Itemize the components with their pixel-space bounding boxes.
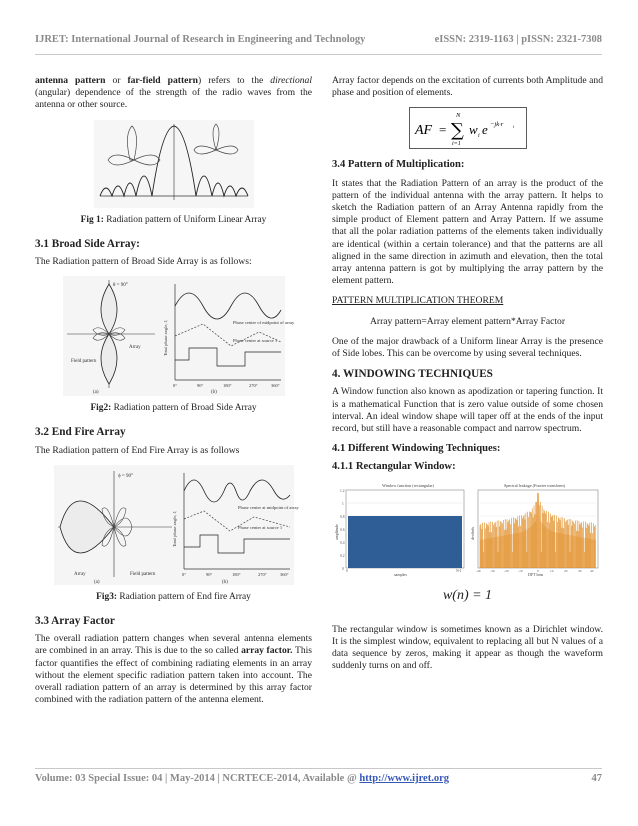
spec-xtick: -30	[490, 568, 495, 573]
array-factor-text: Array factor depends on the excitation of currents both Amplitude and phase and position of elements.	[332, 75, 603, 99]
figure-1-uniform-linear-array	[94, 120, 254, 208]
fig3-field-label: Field pattern	[129, 571, 155, 577]
rectangular-window-plots	[332, 480, 603, 580]
fig2-xtick-180: 180°	[222, 383, 232, 389]
rect-xtick: 0	[346, 568, 348, 573]
rect-plot-title: Window function (rectangular)	[382, 482, 434, 488]
section-3-3-text	[35, 633, 312, 706]
fig3-phase-center-1: Phase center at midpoint of array	[237, 504, 299, 510]
theorem-title: PATTERN MULTIPLICATION THEOREM	[332, 295, 504, 307]
fig2-array-label: Array	[128, 345, 141, 351]
spec-plot-title: Spectral leakage (Fourier transform)	[504, 482, 566, 488]
left-column	[35, 75, 312, 714]
rect-ytick: 0.6	[340, 527, 345, 532]
spec-xtick: -40	[476, 568, 481, 573]
array-factor-formula	[409, 107, 527, 149]
section-4-1-1-title: 4.1.1 Rectangular Window:	[332, 461, 456, 473]
figure-2-caption	[35, 402, 312, 414]
section-4-text: A Window function also known as apodization or tapering function. It is a mathematical Function that is zero value outside of some chosen interval. An ideal window shape will taper off at the ends of the input record, but still have a reasonable compact and narrow spectrum.	[332, 386, 603, 435]
formula-lhs: AF	[414, 123, 432, 139]
drawback-text: One of the major drawback of a Uniform linear Array is the presence of Side lobes. This can be overcome by using several techniques.	[332, 335, 603, 360]
fig2-field-label: Field pattern	[70, 359, 96, 365]
running-footer	[35, 773, 602, 789]
rectangular-window-text: The rectangular window is sometimes known as a Dirichlet window. It is the simplest window, equivalent to replacing all but N values of a data sequence by zeros, making it appear as though the waveform suddenly turns on and off.	[332, 623, 603, 672]
spec-xtick: -10	[518, 568, 523, 573]
footer-rule	[35, 768, 602, 769]
header-rule	[35, 54, 602, 55]
section-3-2-title: 3.2 End Fire Array	[35, 426, 126, 439]
section-3-1-title: 3.1 Broad Side Array:	[35, 237, 140, 250]
footer-volume: Volume: 03 Special Issue: 04 | May-2014 | NCRTECE-2014, Available @	[35, 773, 360, 784]
fig2-xtick-0: 0°	[172, 383, 177, 389]
figure-1-caption	[35, 214, 312, 226]
rect-plot-ylabel: amplitude	[334, 523, 339, 540]
fig3-array-label: Array	[73, 571, 86, 577]
formula-upper: N	[455, 112, 460, 120]
spec-xtick: 0	[537, 568, 539, 573]
formula-w: w	[468, 122, 478, 138]
fig3-xtick-180: 180°	[231, 571, 241, 577]
rect-xtick: N-1	[456, 568, 462, 573]
section-3-1-text: The Radiation pattern of Broad Side Array is as follows:	[35, 256, 252, 268]
rect-ytick: 0.8	[340, 514, 345, 519]
section-3-3-title: 3.3 Array Factor	[35, 615, 115, 628]
text-run: This factor quantifies the effect of combining radiating elements in an array without the element specific radiation pattern taken into account. The overall radiation pattern of an array is determined by this array factor combined with the radiation pattern of the antenna element.	[35, 645, 313, 706]
fig2-b-label: (b)	[210, 390, 217, 396]
fig3-xtick-270: 270°	[257, 571, 267, 577]
theorem-equation: Array pattern=Array element pattern*Array Factor	[369, 315, 566, 327]
term-far-field: far-field pattern	[127, 75, 199, 86]
fig2-ylabel: Total phase angle, ξ	[162, 320, 168, 357]
fig2-a-label: (a)	[92, 390, 99, 396]
window-equation: w(n) = 1	[442, 587, 493, 603]
caption-label: Fig3:	[96, 591, 118, 602]
section-3-2-text: The Radiation pattern of End Fire Array is as follows	[35, 444, 240, 456]
fig2-xtick-270: 270°	[248, 383, 258, 389]
formula-e: e	[481, 122, 488, 138]
section-3-4-text: It states that the Radiation Pattern of an array is the product of the pattern of the individual antenna with the array pattern. It helps to sketch the Radiation pattern of an Array Antenna rapidly from the simple product of Element pattern and Array Pattern. If we assume that all the polar radiation patterns of the elements taken individually are identical (within a certain tolerance) and that the patterns are all aligned in the same direction in azimuth and elevation, then the total array antenna pattern is got by multiplying the array pattern by the element pattern.	[332, 177, 603, 287]
fig3-phase-center-2: Phase center at source 1	[237, 524, 282, 530]
spec-xtick: 20	[564, 568, 568, 573]
fig3-b-label: (b)	[221, 579, 228, 585]
formula-w-sub: i	[477, 133, 480, 140]
journal-name: IJRET: International Journal of Research in Engineering and Technology	[35, 34, 366, 45]
fig3-ylabel: Total phase angle, ξ	[171, 511, 177, 547]
rect-ytick: 1	[342, 501, 344, 506]
running-header	[35, 34, 602, 50]
spec-plot-ylabel: decibels	[470, 526, 475, 540]
journal-link[interactable]: http://www.ijret.org	[359, 773, 449, 784]
spec-xtick: 10	[550, 568, 554, 573]
fig3-xtick-0: 0°	[181, 571, 186, 577]
formula-sum: ∑	[450, 120, 464, 142]
intro-paragraph	[35, 75, 312, 112]
rect-ytick: 0.4	[340, 540, 345, 545]
section-4-1-title: 4.1 Different Windowing Techniques:	[332, 443, 501, 455]
caption-text: Radiation pattern of Uniform Linear Array	[103, 214, 267, 225]
spec-xtick: -20	[504, 568, 509, 573]
spec-plot-xlabel: DFT bins	[528, 571, 544, 577]
formula-lower: i=1	[451, 141, 461, 148]
right-column	[332, 75, 603, 681]
section-3-4-title: 3.4 Pattern of Multiplication:	[332, 159, 465, 171]
term-directional: directional	[270, 75, 313, 86]
figure-3-end-fire-array	[54, 465, 299, 585]
fig2-phase-center-2: Phase center at source 1	[232, 338, 277, 344]
term-antenna-pattern: antenna pattern	[35, 75, 106, 86]
fig2-phase-center-1: Phase center of midpoint of array	[232, 320, 294, 326]
formula-exponent: −jk·r	[489, 121, 503, 129]
fig3-a-label: (a)	[93, 579, 100, 585]
fig3-xtick-90: 90°	[205, 571, 212, 577]
page-number: 47	[591, 773, 602, 784]
rect-ytick: 0.2	[340, 553, 345, 558]
formula-eq: =	[438, 122, 446, 138]
rect-ytick: 1.2	[340, 488, 345, 493]
text-run: (angular) dependence of the strength of the radio waves from the antenna or other source.	[35, 87, 312, 111]
footer-text	[35, 773, 449, 784]
text-run: The overall radiation pattern changes when several antenna elements are combined in an array. This is due to the so called	[35, 633, 312, 657]
caption-label: Fig2:	[90, 403, 112, 414]
issn: eISSN: 2319-1163 | pISSN: 2321-7308	[434, 34, 602, 45]
rect-window-fill	[348, 516, 462, 568]
fig2-xtick-90: 90°	[196, 383, 203, 389]
figure-3-caption	[35, 591, 312, 603]
section-4-title: 4. WINDOWING TECHNIQUES	[332, 368, 493, 381]
rect-ytick: 0	[342, 566, 344, 571]
fig3-angle-label: ϕ = 90°	[117, 473, 133, 479]
rect-plot-xlabel: samples	[394, 571, 407, 577]
text-run: or	[105, 75, 128, 86]
spec-xtick: 30	[578, 568, 582, 573]
caption-label: Fig 1:	[80, 214, 104, 225]
caption-text: Radiation pattern of End fire Array	[117, 591, 251, 602]
fig2-angle-label: θ = 90°	[112, 283, 128, 289]
fig2-xtick-360: 360°	[270, 383, 280, 389]
formula-exponent-sub: i	[512, 124, 514, 130]
fig3-xtick-360: 360°	[279, 571, 289, 577]
caption-text: Radiation pattern of Broad Side Array	[111, 403, 257, 414]
text-run: ) refers to the	[198, 75, 271, 86]
spec-xtick: 40	[590, 568, 594, 573]
term-array-factor: array factor.	[241, 645, 293, 657]
figure-2-broad-side-array	[63, 276, 294, 396]
